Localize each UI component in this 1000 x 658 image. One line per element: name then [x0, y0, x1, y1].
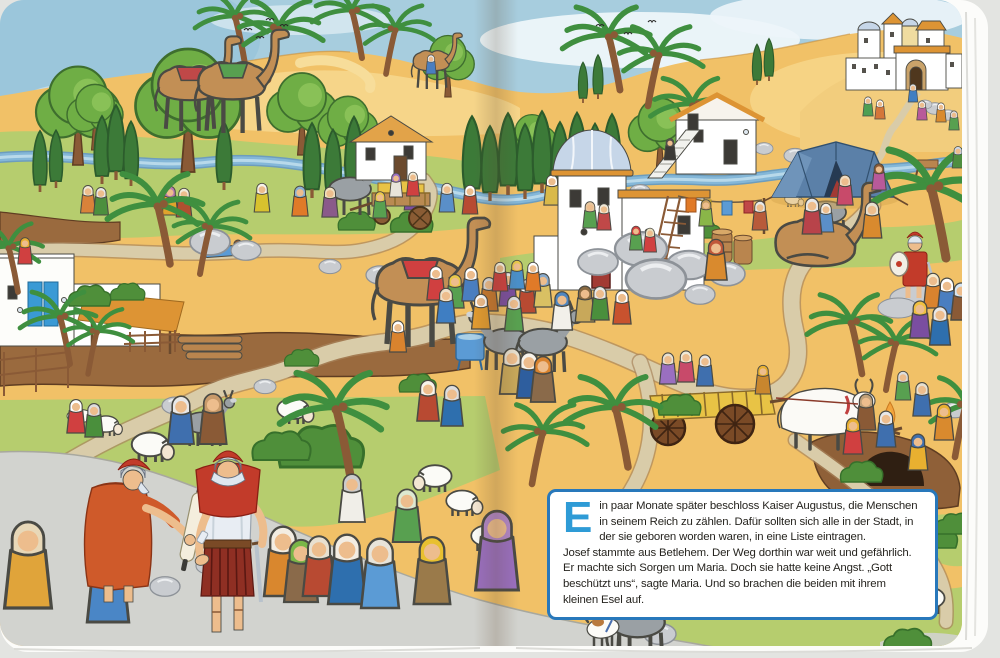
person — [328, 535, 366, 604]
person — [361, 539, 399, 608]
rock — [319, 259, 341, 273]
person — [872, 164, 886, 190]
person — [199, 394, 226, 444]
person — [94, 188, 109, 215]
person — [393, 489, 422, 542]
person — [697, 355, 714, 386]
person — [525, 262, 541, 291]
person — [699, 200, 713, 226]
person — [437, 288, 456, 323]
person — [908, 434, 928, 470]
person — [417, 380, 439, 421]
rock — [626, 260, 686, 299]
rock — [150, 577, 180, 597]
rock — [755, 143, 773, 155]
person — [583, 202, 597, 228]
woodpile — [178, 336, 242, 359]
person — [339, 474, 365, 522]
person — [597, 204, 611, 230]
rock — [231, 241, 261, 261]
person — [5, 522, 52, 608]
person — [802, 198, 822, 234]
person — [322, 187, 338, 217]
rock — [254, 379, 276, 393]
rock — [578, 249, 618, 275]
person — [875, 100, 885, 119]
person — [843, 418, 863, 454]
person — [664, 138, 676, 160]
person — [67, 400, 85, 433]
person — [373, 192, 387, 218]
person — [591, 287, 609, 320]
person — [168, 396, 194, 444]
dropcap-letter: E — [563, 493, 593, 542]
person — [660, 353, 677, 384]
person — [949, 111, 959, 130]
person — [613, 291, 631, 324]
spine-gutter-shadow — [474, 0, 518, 646]
person — [390, 321, 407, 352]
person — [934, 404, 954, 440]
rock — [685, 285, 715, 305]
person — [837, 175, 853, 205]
person — [895, 371, 911, 400]
person — [705, 239, 727, 280]
person — [426, 55, 436, 74]
person — [292, 186, 308, 216]
person — [910, 301, 930, 338]
person — [439, 183, 455, 212]
person — [414, 537, 450, 604]
person — [913, 383, 931, 416]
person — [862, 202, 882, 238]
person — [531, 357, 556, 402]
story-paragraph-2: Josef stammte aus Betlehem. Der Weg dorthin war weit und gefährlich. Er machte sich Sorgen um Maria. Doch sie hatte keine Angst. „Gott beschützt uns“, sagte Maria. Und so brachen die beiden mit ihrem kleinen Esel auf. — [563, 546, 912, 606]
person — [407, 172, 420, 196]
person — [85, 404, 103, 437]
person — [81, 186, 96, 213]
person — [441, 385, 463, 426]
person — [755, 365, 771, 394]
story-paragraph-1 — [563, 493, 923, 546]
person — [390, 173, 403, 197]
story-text-box — [547, 489, 938, 620]
person — [752, 201, 768, 230]
person — [254, 183, 270, 212]
person — [630, 226, 643, 250]
person — [936, 103, 946, 122]
person — [18, 238, 32, 264]
person — [876, 411, 896, 447]
person — [552, 292, 573, 330]
person — [930, 307, 951, 345]
person — [678, 351, 695, 382]
person — [644, 228, 657, 252]
person — [917, 101, 927, 120]
person — [863, 97, 873, 116]
person — [908, 84, 918, 102]
story-paragraph-1-text: in paar Monate später beschloss Kaiser Augustus, die Menschen in seinem Reich zu zählen. Dafür sollten sich alle in der Stadt, in der sie geboren worden waren, in eine Liste eintragen. — [599, 500, 918, 544]
